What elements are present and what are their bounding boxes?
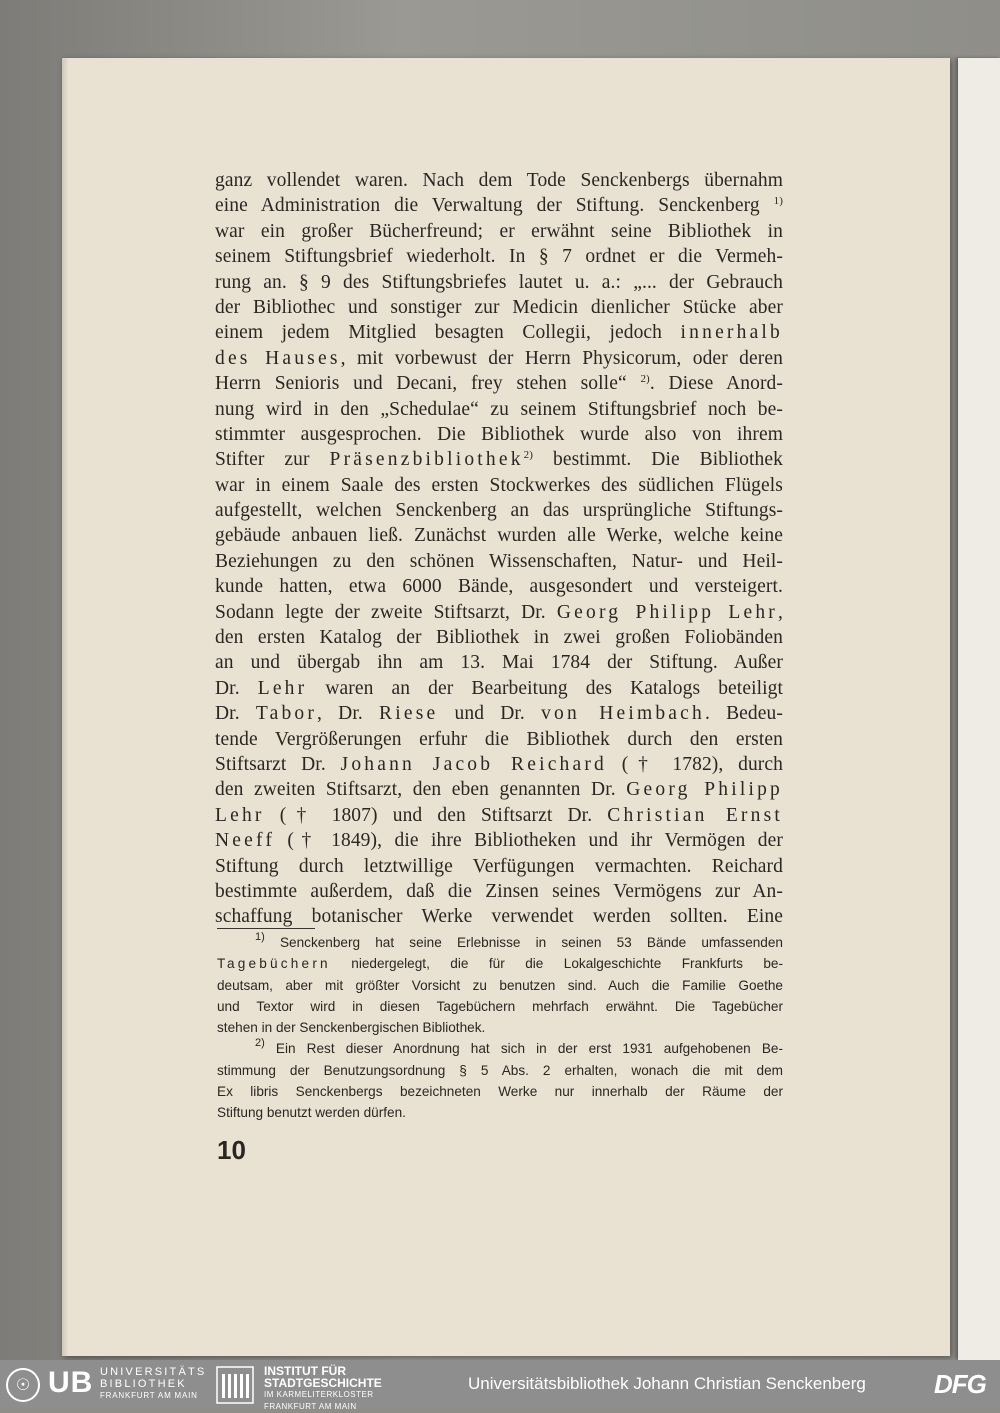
text-line [215, 447, 783, 472]
spaced-emphasis: Johann Jacob Reichard [340, 753, 608, 775]
text-line [215, 574, 783, 599]
text-line [215, 270, 783, 295]
text-run: waren an der Bearbeitung des Katalogs beteiligt [307, 677, 783, 699]
text-run: der Bibliothec und sonstiger zur Medicin dienlicher Stücke aber [215, 296, 783, 318]
text-run: , [778, 601, 783, 623]
text-line [215, 650, 783, 675]
text-run: Stiftung benutzt werden dürfen. [217, 1105, 406, 1121]
text-line [215, 422, 783, 447]
text-run: († 1807) und den Stiftsarzt Dr. [264, 804, 608, 826]
spaced-emphasis: Georg Philipp [626, 779, 783, 801]
text-line [215, 727, 783, 752]
viewer-footer [0, 1360, 1000, 1409]
text-run: Beziehungen zu den schönen Wissenschaften, Natur- und Heil- [215, 550, 783, 572]
ub-logo-line-2: BIBLIOTHEK [100, 1377, 187, 1390]
footnote-ref[interactable]: 1) [255, 932, 265, 943]
text-run: Stiftung durch letztwillige Verfügungen vermachten. Reichard [215, 855, 783, 877]
text-line [215, 244, 783, 269]
text-line [215, 346, 783, 371]
text-run: Dr. [215, 703, 256, 725]
spaced-emphasis: Lehr [257, 677, 308, 699]
spaced-emphasis: Präsenzbibliothek [329, 449, 524, 471]
footnote-ref[interactable]: 1) [773, 195, 783, 208]
institute-logo-text[interactable] [264, 1365, 382, 1413]
text-line [215, 473, 783, 498]
text-line [215, 828, 783, 853]
text-run: gebäude anbauen ließ. Zunächst wurden alle Werke, welche keine [215, 525, 783, 547]
dfg-logo[interactable]: DFG [934, 1369, 986, 1399]
text-line [215, 295, 783, 320]
spaced-emphasis: von Heimbach [541, 703, 705, 725]
text-run: und Dr. [438, 703, 542, 725]
text-run: Senckenberg hat seine Erlebnisse in seinen 53 Bände umfassenden [264, 935, 783, 950]
text-run: Herrn Senioris und Decani, frey stehen solle“ [215, 373, 641, 395]
text-line [215, 777, 783, 802]
text-run: ganz vollendet waren. Nach dem Tode Senckenbergs übernahm [215, 170, 783, 191]
institute-line-2: STADTGESCHICHTE [264, 1376, 382, 1390]
text-run: war ein großer Bücherfreund; er erwähnt seine Bibliothek in [215, 220, 783, 242]
text-run: aufgestellt, welchen Senckenberg an das ursprüngliche Stiftungs- [215, 500, 783, 522]
text-run: († 1782), durch [607, 753, 783, 775]
ub-logo-line-1: UNIVERSITÄTS [100, 1366, 207, 1378]
adjacent-page-edge [958, 58, 1000, 1360]
page-number: 10 [217, 1135, 246, 1165]
text-run: Stifter zur [215, 449, 330, 471]
footnote-2 [217, 1038, 783, 1123]
text-line [215, 523, 783, 548]
footnote-line [217, 953, 783, 974]
text-line [215, 803, 783, 828]
text-run: bestimmt. Die Bibliothek [533, 449, 783, 471]
text-line [215, 397, 783, 422]
footnote-ref[interactable]: 2) [255, 1038, 265, 1050]
spaced-emphasis: Lehr [215, 804, 265, 826]
footnote-line [217, 1017, 783, 1038]
spaced-emphasis: Christian Ernst [607, 804, 783, 826]
text-run: , Dr. [317, 703, 380, 725]
text-run: schaffung botanischer Werke verwendet werden sollten. Eine [215, 906, 783, 928]
text-run: Stiftsarzt Dr. [215, 753, 341, 775]
text-run: und Textor wird in diesen Tagebüchern mehrfach erwähnt. Die Tagebücher [217, 998, 783, 1014]
footnote-line [217, 1102, 783, 1123]
text-line [215, 193, 783, 218]
text-line [215, 752, 783, 777]
institute-line-3: IM KARMELITERKLOSTER [264, 1390, 374, 1399]
footnote-divider [217, 928, 315, 929]
text-run: stimmung der Benutzungsordnung § 5 Abs. 2 erhalten, wonach die mit dem [217, 1062, 783, 1078]
institute-columns-icon[interactable] [216, 1366, 254, 1404]
footnote-line [217, 1081, 783, 1102]
spaced-emphasis: Georg Philipp Lehr [556, 601, 779, 623]
text-run: stehen in der Senckenbergischen Bibliothek. [217, 1020, 486, 1036]
spaced-emphasis: Tabor [255, 703, 318, 725]
text-line [215, 625, 783, 650]
text-line [215, 498, 783, 523]
page-binding-shadow [62, 58, 68, 1356]
spaced-emphasis: Tagebüchern [217, 956, 331, 972]
text-run: stimmter ausgesprochen. Die Bibliothek wurde also von ihrem [215, 423, 783, 445]
spaced-emphasis: innerhalb [680, 322, 783, 344]
institute-line-4: FRANKFURT AM MAIN [264, 1402, 357, 1411]
text-line [215, 371, 783, 396]
main-text-block [215, 168, 783, 930]
text-line [215, 879, 783, 904]
text-line [215, 320, 783, 345]
text-run: tende Vergrößerungen erfuhr die Bibliothek durch den ersten [215, 728, 783, 750]
footnote-line [217, 932, 783, 953]
text-run: bestimmte außerdem, daß die Zinsen seines Vermögens zur An- [215, 880, 783, 902]
spaced-emphasis: Riese [379, 703, 439, 725]
text-run: Ein Rest dieser Anordnung hat sich in der erst 1931 aufgehobenen Be- [264, 1041, 783, 1057]
text-run: kunde hatten, etwa 6000 Bände, ausgesondert und versteigert. [215, 576, 783, 598]
text-run: deutsam, aber mit größter Vorsicht zu benutzen sind. Auch die Familie Goethe [217, 977, 783, 993]
footnote-line [217, 975, 783, 996]
footnote-line [217, 1060, 783, 1081]
text-run: , mit vorbewust der Herrn Physicorum, oder deren [340, 347, 783, 369]
footnote-1 [217, 932, 783, 1038]
text-run: an und übergab ihn am 13. Mai 1784 der Stiftung. Außer [215, 652, 783, 674]
text-line [215, 600, 783, 625]
text-line [215, 854, 783, 879]
text-line [215, 219, 783, 244]
library-title: Universitätsbibliothek Johann Christian Senckenberg [468, 1374, 866, 1393]
text-run: . Diese Anord- [649, 373, 783, 395]
text-line [215, 549, 783, 574]
text-run: Sodann legte der zweite Stiftsarzt, Dr. [215, 601, 557, 623]
ub-logo-text[interactable] [100, 1367, 206, 1402]
footnote-ref[interactable]: 2) [640, 373, 650, 386]
text-line [215, 904, 783, 929]
text-line [215, 676, 783, 701]
text-run: rung an. § 9 des Stiftungsbriefes lautet u. a.: „... der Gebrauch [215, 271, 783, 293]
ub-logo-letters[interactable]: UB [48, 1366, 94, 1399]
text-run: niedergelegt, die für die Lokalgeschichte Frankfurts be- [330, 956, 783, 972]
ub-seal-icon[interactable]: ☉ [6, 1368, 40, 1402]
spaced-emphasis: des Hauses [215, 347, 341, 369]
text-run: seinem Stiftungsbrief wiederholt. In § 7 ordnet er die Vermeh- [215, 246, 783, 268]
footnote-ref[interactable]: 2) [523, 449, 534, 462]
text-run: einem jedem Mitglied besagten Collegii, jedoch [215, 322, 681, 344]
text-run: nung wird in den „Schedulae“ zu seinem Stiftungsbrief noch be- [215, 398, 783, 420]
text-run: eine Administration die Verwaltung der Stiftung. Senckenberg [215, 195, 774, 217]
text-run: den ersten Katalog der Bibliothek in zwei großen Foliobänden [215, 627, 783, 649]
spaced-emphasis: Neeff [215, 830, 276, 852]
text-run: war in einem Saale des ersten Stockwerkes des südlichen Flügels [215, 474, 783, 496]
text-line [215, 701, 783, 726]
text-run: Ex libris Senckenbergs bezeichneten Werke nur innerhalb der Räume der [217, 1084, 783, 1100]
text-run: († 1849), die ihre Bibliotheken und ihr Vermögen der [275, 830, 783, 852]
text-run: den zweiten Stiftsarzt, den eben genannten Dr. [215, 779, 627, 801]
footnote-line [217, 996, 783, 1017]
footnote-line [217, 1038, 783, 1059]
footnotes-block [217, 932, 783, 1124]
ub-logo-line-3: FRANKFURT AM MAIN [100, 1391, 198, 1400]
text-line [215, 168, 783, 193]
text-run: . Bedeu- [704, 703, 783, 725]
text-run: Dr. [215, 677, 258, 699]
institute-line-1: INSTITUT FÜR [264, 1364, 346, 1378]
